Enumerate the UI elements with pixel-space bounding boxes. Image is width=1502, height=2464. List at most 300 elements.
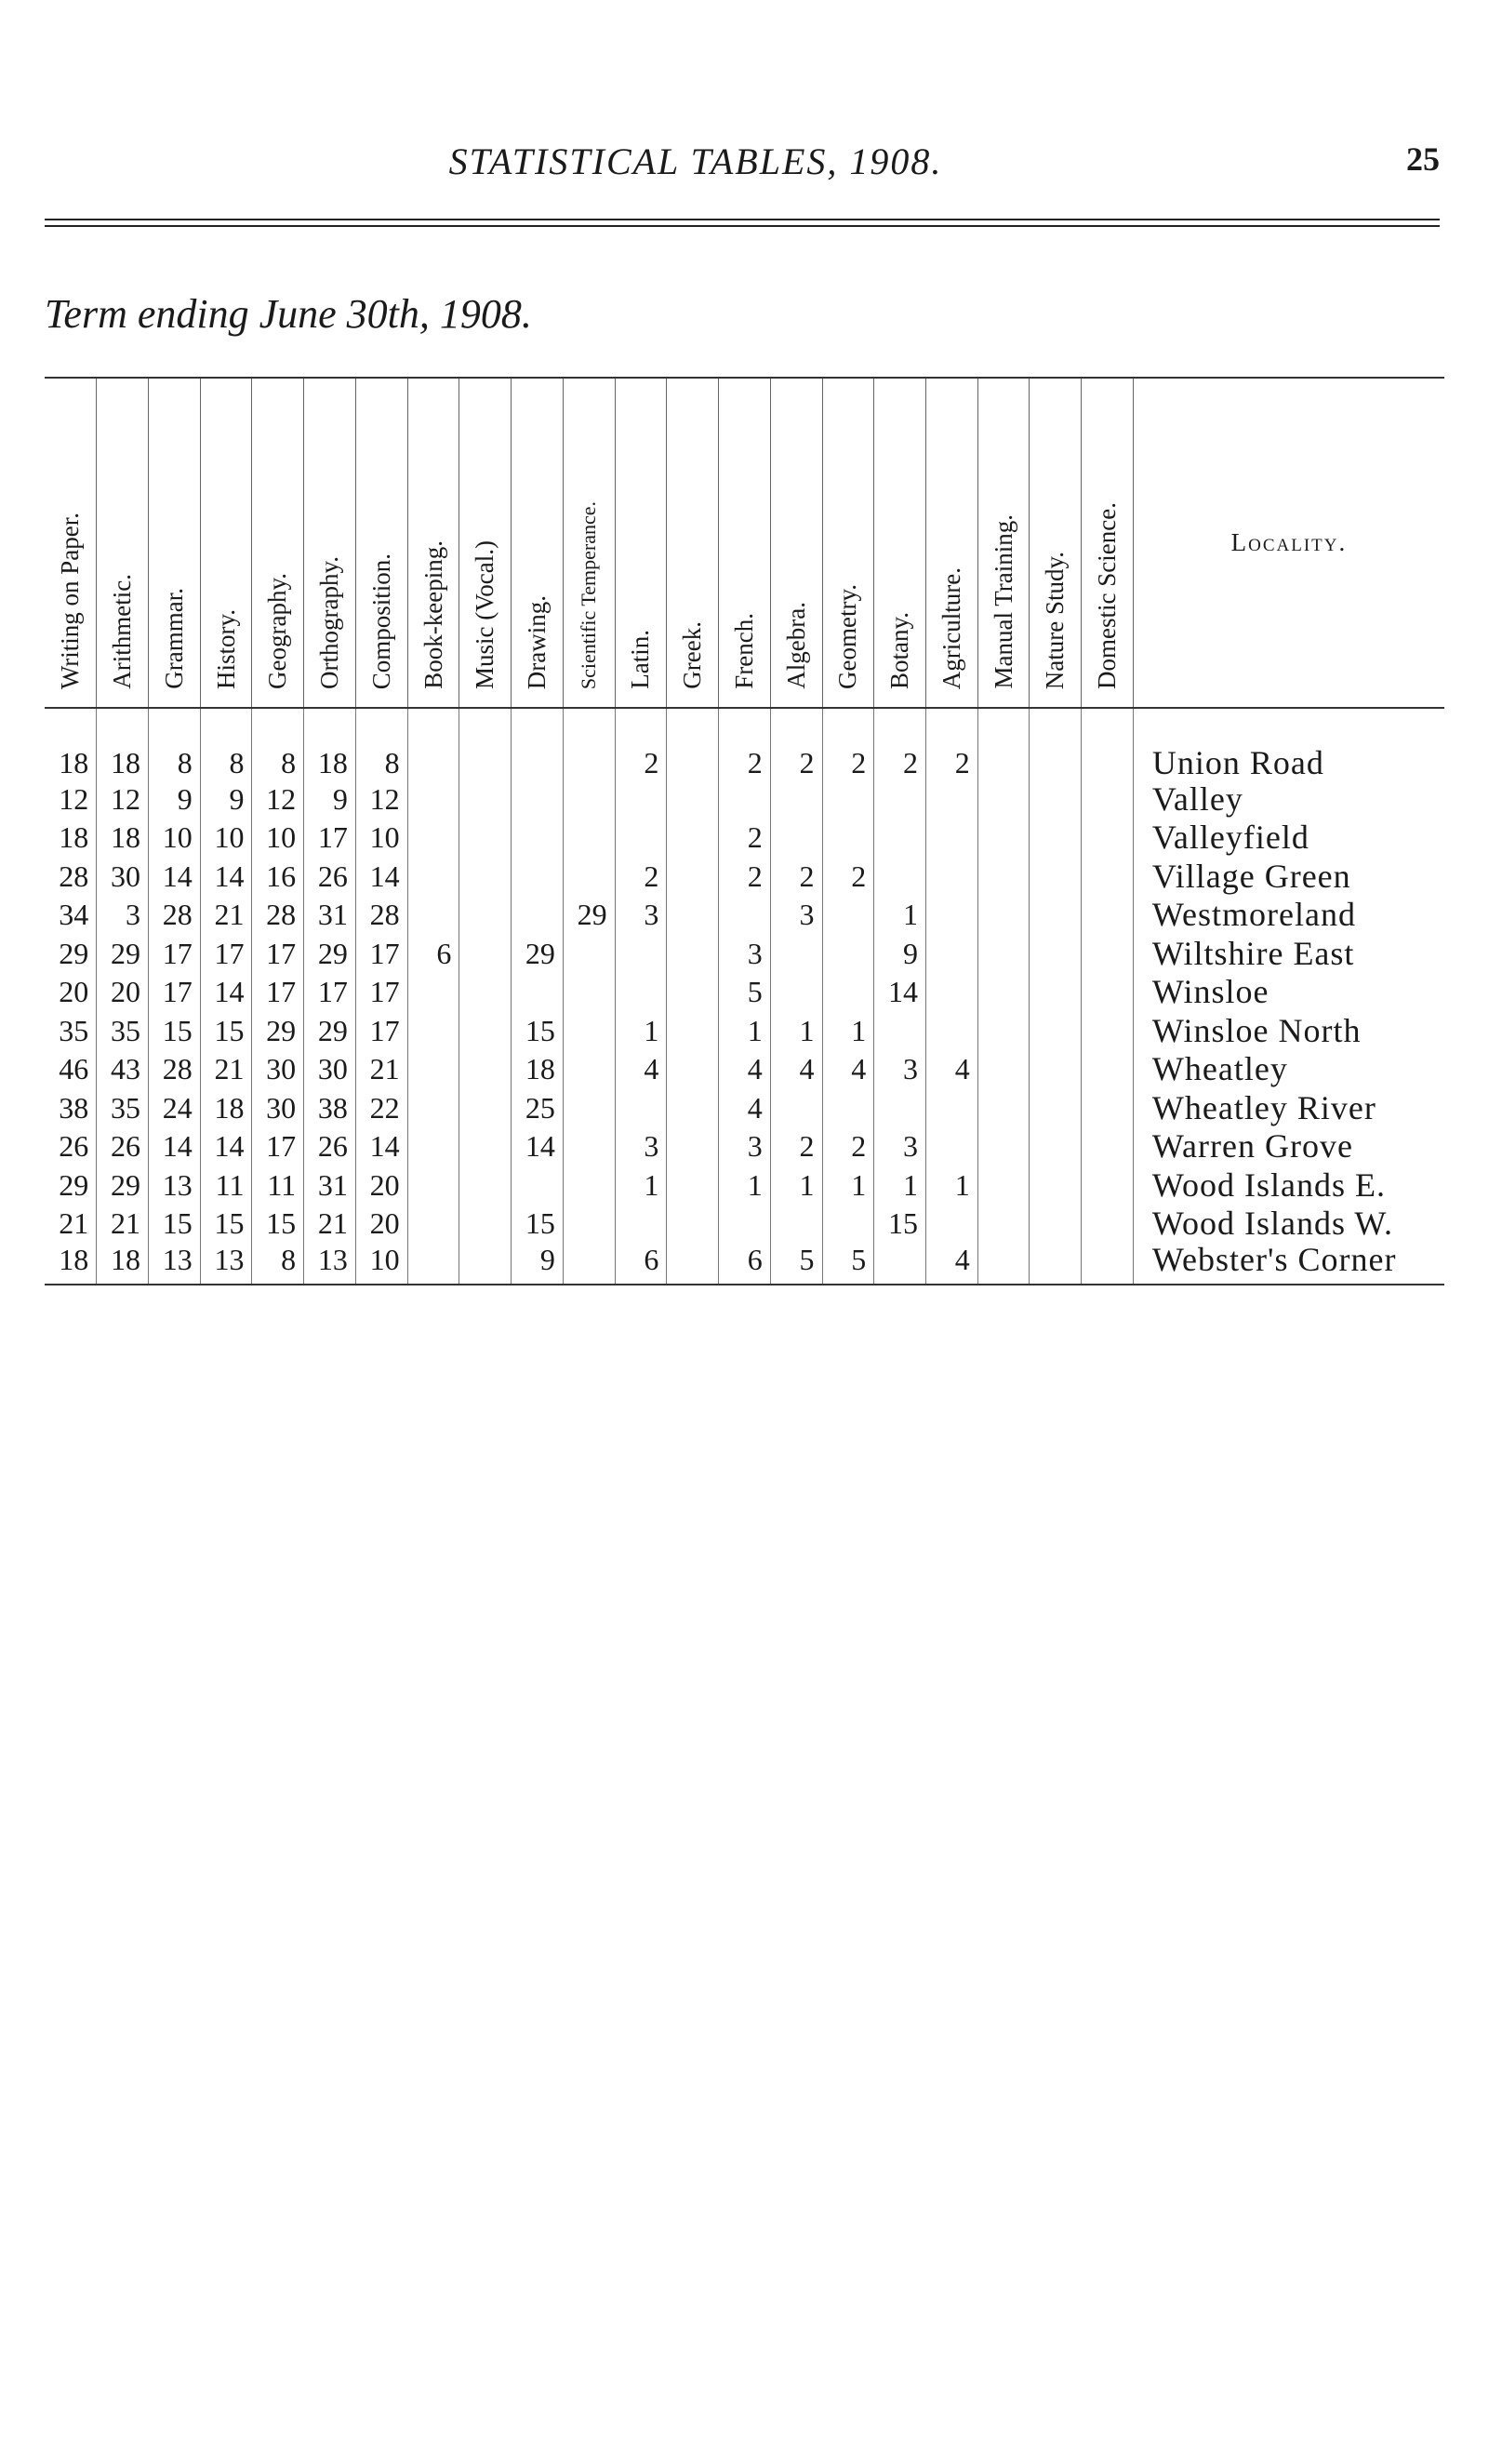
table-cell: 3 xyxy=(615,1127,667,1166)
table-cell: 3 xyxy=(615,896,667,935)
column-header xyxy=(304,378,356,708)
table-cell: 10 xyxy=(148,819,200,858)
table-cell: 8 xyxy=(148,708,200,779)
table-cell: 2 xyxy=(770,857,822,896)
table-cell: 2 xyxy=(822,857,874,896)
table-cell xyxy=(407,1165,459,1205)
table-cell xyxy=(1030,1243,1082,1285)
column-header xyxy=(200,378,252,708)
table-cell xyxy=(563,1011,615,1050)
table-cell xyxy=(925,1205,977,1244)
table-row xyxy=(45,1205,1444,1244)
table-body xyxy=(45,708,1444,1285)
table-cell xyxy=(1082,1050,1134,1089)
column-header xyxy=(1082,378,1134,708)
table-cell xyxy=(667,1088,719,1127)
table-cell xyxy=(563,1243,615,1285)
table-cell xyxy=(874,819,926,858)
table-cell xyxy=(667,973,719,1012)
table-cell xyxy=(874,1088,926,1127)
table-cell xyxy=(977,1165,1030,1205)
table-cell: 34 xyxy=(59,898,89,932)
table-cell: 2 xyxy=(925,708,977,779)
table-cell xyxy=(512,708,564,779)
table-cell: 2 xyxy=(719,819,771,858)
table-cell xyxy=(977,1127,1030,1166)
table-cell: 28 xyxy=(148,1050,200,1089)
table-cell: 4 xyxy=(822,1050,874,1089)
table-row xyxy=(45,896,1444,935)
column-header-label: Composition. xyxy=(366,553,395,689)
table-cell: 1 xyxy=(874,896,926,935)
table-cell: 17 xyxy=(355,934,407,973)
table-cell xyxy=(925,934,977,973)
column-header-label: Drawing. xyxy=(522,594,551,689)
table-cell xyxy=(977,1050,1030,1089)
table-cell xyxy=(407,1127,459,1166)
column-header xyxy=(925,378,977,708)
column-header xyxy=(97,378,149,708)
table-cell xyxy=(667,1127,719,1166)
column-header xyxy=(148,378,200,708)
table-cell: 18 xyxy=(59,820,89,855)
locality-cell: Warren Grove xyxy=(1133,1127,1444,1166)
table-cell xyxy=(874,857,926,896)
table-cell: 18 xyxy=(59,746,89,779)
locality-cell: Valleyfield xyxy=(1133,819,1444,858)
table-cell: 5 xyxy=(822,1243,874,1285)
column-header xyxy=(770,378,822,708)
table-cell: 2 xyxy=(615,708,667,779)
column-header-label: Manual Training. xyxy=(989,514,1017,689)
table-cell: 13 xyxy=(148,1243,200,1285)
table-cell: 14 xyxy=(148,1127,200,1166)
column-header xyxy=(407,378,459,708)
table-cell: 18 xyxy=(45,1243,97,1285)
table-cell xyxy=(770,973,822,1012)
table-cell xyxy=(1030,1165,1082,1205)
page-number: 25 xyxy=(1406,140,1440,178)
table-cell: 14 xyxy=(200,973,252,1012)
locality-cell: Village Green xyxy=(1133,857,1444,896)
table-cell xyxy=(822,1205,874,1244)
table-cell: 20 xyxy=(355,1205,407,1244)
table-cell: 31 xyxy=(304,1165,356,1205)
table-cell xyxy=(977,819,1030,858)
table-cell xyxy=(407,896,459,935)
table-cell: 21 xyxy=(200,1050,252,1089)
table-cell: 3 xyxy=(770,896,822,935)
table-cell: 20 xyxy=(59,975,89,1009)
table-cell: 15 xyxy=(148,1011,200,1050)
table-cell xyxy=(1030,896,1082,935)
table-cell: 21 xyxy=(200,896,252,935)
table-cell: 2 xyxy=(615,857,667,896)
column-header-label: Geography. xyxy=(263,573,292,689)
table-cell: 3 xyxy=(719,1127,771,1166)
table-cell xyxy=(874,779,926,819)
locality-cell: Wiltshire East xyxy=(1133,934,1444,973)
table-cell xyxy=(1082,1127,1134,1166)
table-cell xyxy=(459,1165,512,1205)
table-cell xyxy=(977,779,1030,819)
column-header xyxy=(355,378,407,708)
table-cell xyxy=(1082,896,1134,935)
column-header-label: Domestic Science. xyxy=(1093,502,1122,689)
table-row xyxy=(45,1127,1444,1166)
column-header-label: Book-keeping. xyxy=(419,540,447,689)
locality-cell: Valley xyxy=(1133,779,1444,819)
table-cell: 43 xyxy=(97,1050,149,1089)
table-cell xyxy=(407,1088,459,1127)
table-cell xyxy=(407,708,459,779)
table-cell: 22 xyxy=(355,1088,407,1127)
table-cell: 29 xyxy=(97,1165,149,1205)
table-cell xyxy=(977,896,1030,935)
table-row xyxy=(45,934,1444,973)
locality-cell: Wheatley xyxy=(1133,1050,1444,1089)
column-header-label: Algebra. xyxy=(781,602,810,689)
table-cell xyxy=(667,1165,719,1205)
table-cell: 12 xyxy=(252,779,304,819)
table-cell xyxy=(667,896,719,935)
table-cell xyxy=(925,1127,977,1166)
table-cell: 30 xyxy=(252,1088,304,1127)
table-cell: 38 xyxy=(304,1088,356,1127)
table-cell xyxy=(407,779,459,819)
table-cell: 17 xyxy=(304,819,356,858)
table-cell xyxy=(459,934,512,973)
table-cell: 16 xyxy=(252,857,304,896)
column-header-label: Music (Vocal.) xyxy=(471,540,499,689)
table-cell xyxy=(512,779,564,819)
table-cell xyxy=(822,1088,874,1127)
column-header-label: Grammar. xyxy=(159,588,188,689)
table-cell xyxy=(563,934,615,973)
table-cell: 21 xyxy=(304,1205,356,1244)
table-cell xyxy=(874,1243,926,1285)
table-cell: 18 xyxy=(97,1243,149,1285)
table-cell: 1 xyxy=(925,1165,977,1205)
table-cell xyxy=(407,1050,459,1089)
table-cell: 29 xyxy=(59,1167,89,1202)
table-cell xyxy=(1030,1088,1082,1127)
table-cell: 17 xyxy=(148,973,200,1012)
table-cell xyxy=(459,1050,512,1089)
table-cell: 18 xyxy=(97,819,149,858)
table-cell xyxy=(719,896,771,935)
table-cell xyxy=(667,1205,719,1244)
table-cell: 5 xyxy=(770,1243,822,1285)
table-cell xyxy=(512,1165,564,1205)
table-cell: 4 xyxy=(719,1088,771,1127)
table-cell: 2 xyxy=(719,708,771,779)
page-header xyxy=(45,140,1440,195)
column-header xyxy=(667,378,719,708)
table-row xyxy=(45,1088,1444,1127)
table-cell xyxy=(667,1011,719,1050)
table-cell xyxy=(459,1243,512,1285)
table-cell: 8 xyxy=(200,708,252,779)
column-header xyxy=(977,378,1030,708)
table-cell: 31 xyxy=(304,896,356,935)
table-cell xyxy=(977,1243,1030,1285)
table-cell xyxy=(667,779,719,819)
table-cell: 3 xyxy=(97,896,149,935)
table-cell xyxy=(977,1088,1030,1127)
table-cell: 18 xyxy=(512,1050,564,1089)
table-cell xyxy=(925,819,977,858)
table-cell: 20 xyxy=(97,973,149,1012)
table-cell: 29 xyxy=(59,936,89,970)
table-cell xyxy=(719,1205,771,1244)
table-cell xyxy=(925,857,977,896)
table-cell: 4 xyxy=(615,1050,667,1089)
table-cell: 2 xyxy=(822,1127,874,1166)
table-cell: 15 xyxy=(512,1205,564,1244)
table-cell: 35 xyxy=(97,1011,149,1050)
table-cell xyxy=(1030,1050,1082,1089)
table-cell: 20 xyxy=(355,1165,407,1205)
table-cell: 2 xyxy=(719,857,771,896)
table-cell: 17 xyxy=(304,973,356,1012)
table-cell: 10 xyxy=(355,819,407,858)
table-cell xyxy=(1030,1205,1082,1244)
table-cell xyxy=(925,1088,977,1127)
table-cell: 2 xyxy=(874,708,926,779)
table-cell xyxy=(459,1205,512,1244)
table-cell xyxy=(1030,779,1082,819)
table-cell: 12 xyxy=(59,781,89,816)
table-cell xyxy=(1082,857,1134,896)
table-cell xyxy=(925,779,977,819)
column-header-label: Botany. xyxy=(885,612,914,689)
table-cell xyxy=(563,1088,615,1127)
column-header xyxy=(252,378,304,708)
table-cell xyxy=(563,1165,615,1205)
table-cell: 21 xyxy=(355,1050,407,1089)
column-header xyxy=(719,378,771,708)
table-cell xyxy=(615,1205,667,1244)
double-rule-divider xyxy=(45,219,1440,227)
table-cell: 17 xyxy=(355,1011,407,1050)
table-row xyxy=(45,857,1444,896)
table-cell xyxy=(615,973,667,1012)
table-cell: 17 xyxy=(355,973,407,1012)
table-cell xyxy=(770,779,822,819)
table-cell xyxy=(512,973,564,1012)
column-header-label: Latin. xyxy=(626,630,655,689)
table-cell: 1 xyxy=(770,1165,822,1205)
table-cell xyxy=(1030,934,1082,973)
table-cell: 9 xyxy=(874,934,926,973)
table-cell: 21 xyxy=(97,1205,149,1244)
table-cell: 17 xyxy=(200,934,252,973)
table-cell xyxy=(459,973,512,1012)
table-subtitle: Term ending June 30th, 1908. xyxy=(45,291,532,337)
table-cell xyxy=(822,779,874,819)
table-cell: 2 xyxy=(822,708,874,779)
table-cell xyxy=(563,973,615,1012)
table-cell: 13 xyxy=(304,1243,356,1285)
table-cell: 8 xyxy=(252,1243,304,1285)
table-cell xyxy=(925,973,977,1012)
table-cell xyxy=(1030,1127,1082,1166)
table-cell: 12 xyxy=(97,779,149,819)
column-header xyxy=(874,378,926,708)
table-row xyxy=(45,973,1444,1012)
table-cell: 9 xyxy=(148,779,200,819)
table-cell: 9 xyxy=(200,779,252,819)
table-cell: 10 xyxy=(200,819,252,858)
column-header-label: Arithmetic. xyxy=(108,574,137,689)
table-cell: 6 xyxy=(719,1243,771,1285)
table-cell xyxy=(563,779,615,819)
table-cell xyxy=(977,934,1030,973)
column-header-label: Writing on Paper. xyxy=(56,512,85,689)
table-cell xyxy=(1082,1011,1134,1050)
table-cell: 1 xyxy=(615,1165,667,1205)
table-cell: 46 xyxy=(59,1052,89,1086)
table-cell: 17 xyxy=(252,1127,304,1166)
table-row xyxy=(45,819,1444,858)
table-cell: 29 xyxy=(512,934,564,973)
table-cell: 10 xyxy=(355,1243,407,1285)
table-cell xyxy=(770,1205,822,1244)
table-cell: 13 xyxy=(148,1165,200,1205)
table-cell: 29 xyxy=(304,934,356,973)
table-cell: 15 xyxy=(874,1205,926,1244)
column-header-label: Agriculture. xyxy=(937,566,965,689)
table-cell xyxy=(667,708,719,779)
table-cell xyxy=(770,934,822,973)
table-cell: 38 xyxy=(59,1090,89,1125)
table-cell xyxy=(770,1088,822,1127)
table-cell: 30 xyxy=(304,1050,356,1089)
table-cell: 30 xyxy=(252,1050,304,1089)
column-header xyxy=(459,378,512,708)
table-cell: 8 xyxy=(252,708,304,779)
running-title: STATISTICAL TABLES, 1908. xyxy=(448,140,943,182)
table-cell xyxy=(874,1011,926,1050)
table-cell xyxy=(563,708,615,779)
table-cell: 1 xyxy=(822,1011,874,1050)
table-cell xyxy=(977,1011,1030,1050)
locality-cell: Winsloe North xyxy=(1133,1011,1444,1050)
table-cell: 35 xyxy=(97,1088,149,1127)
table-cell xyxy=(1082,779,1134,819)
table-cell xyxy=(1030,819,1082,858)
table-cell: 1 xyxy=(719,1011,771,1050)
table-cell xyxy=(977,708,1030,779)
table-cell: 5 xyxy=(719,973,771,1012)
table-cell: 14 xyxy=(874,973,926,1012)
table-cell xyxy=(459,1088,512,1127)
locality-cell: Winsloe xyxy=(1133,973,1444,1012)
table-cell: 2 xyxy=(770,1127,822,1166)
table-cell: 15 xyxy=(200,1011,252,1050)
table-cell: 29 xyxy=(563,896,615,935)
table-cell: 15 xyxy=(148,1205,200,1244)
table-cell: 4 xyxy=(925,1050,977,1089)
table-cell: 29 xyxy=(304,1011,356,1050)
table-cell xyxy=(667,1050,719,1089)
table-cell: 26 xyxy=(304,1127,356,1166)
table-row xyxy=(45,779,1444,819)
table-cell: 28 xyxy=(59,859,89,893)
table-cell xyxy=(407,1011,459,1050)
table-cell xyxy=(977,973,1030,1012)
table-cell xyxy=(615,934,667,973)
table-cell xyxy=(822,934,874,973)
table-cell: 14 xyxy=(355,1127,407,1166)
table-cell: 21 xyxy=(59,1206,89,1241)
table-cell: 14 xyxy=(148,857,200,896)
column-header-label: French. xyxy=(729,613,758,689)
table-cell xyxy=(1030,973,1082,1012)
table-cell xyxy=(563,1050,615,1089)
table-header-row xyxy=(45,378,1444,708)
table-cell: 24 xyxy=(148,1088,200,1127)
column-header-label: History. xyxy=(211,609,240,689)
table-row xyxy=(45,1011,1444,1050)
table-cell xyxy=(1082,934,1134,973)
table-cell xyxy=(925,1011,977,1050)
column-header xyxy=(563,378,615,708)
table-cell xyxy=(459,819,512,858)
table-cell xyxy=(407,973,459,1012)
table-cell: 14 xyxy=(200,857,252,896)
table-cell xyxy=(1082,1165,1134,1205)
table-cell: 11 xyxy=(252,1165,304,1205)
table-cell: 3 xyxy=(874,1127,926,1166)
table-cell: 4 xyxy=(925,1243,977,1285)
table-cell: 29 xyxy=(97,934,149,973)
table-cell xyxy=(459,896,512,935)
table-cell xyxy=(512,857,564,896)
table-cell: 6 xyxy=(407,934,459,973)
table-cell: 15 xyxy=(512,1011,564,1050)
table-cell xyxy=(615,819,667,858)
table-cell: 28 xyxy=(148,896,200,935)
table-cell: 28 xyxy=(252,896,304,935)
table-cell: 3 xyxy=(719,934,771,973)
table-cell xyxy=(615,779,667,819)
table-row xyxy=(45,708,1444,779)
table-cell xyxy=(459,1011,512,1050)
table-cell xyxy=(563,857,615,896)
table-cell: 4 xyxy=(770,1050,822,1089)
table-cell xyxy=(512,819,564,858)
table-cell xyxy=(822,896,874,935)
table-cell: 1 xyxy=(770,1011,822,1050)
locality-cell: Westmoreland xyxy=(1133,896,1444,935)
table-cell xyxy=(407,819,459,858)
table-cell: 26 xyxy=(59,1129,89,1164)
table-cell xyxy=(459,857,512,896)
table-cell xyxy=(1082,1205,1134,1244)
column-header-label: Geometry. xyxy=(833,584,862,689)
table-cell: 1 xyxy=(874,1165,926,1205)
table-cell: 30 xyxy=(97,857,149,896)
table-cell xyxy=(407,857,459,896)
table-cell xyxy=(459,1127,512,1166)
table-cell: 2 xyxy=(770,708,822,779)
table-cell xyxy=(719,779,771,819)
table-cell xyxy=(667,857,719,896)
table-cell: 35 xyxy=(59,1013,89,1047)
locality-cell: Wheatley River xyxy=(1133,1088,1444,1127)
